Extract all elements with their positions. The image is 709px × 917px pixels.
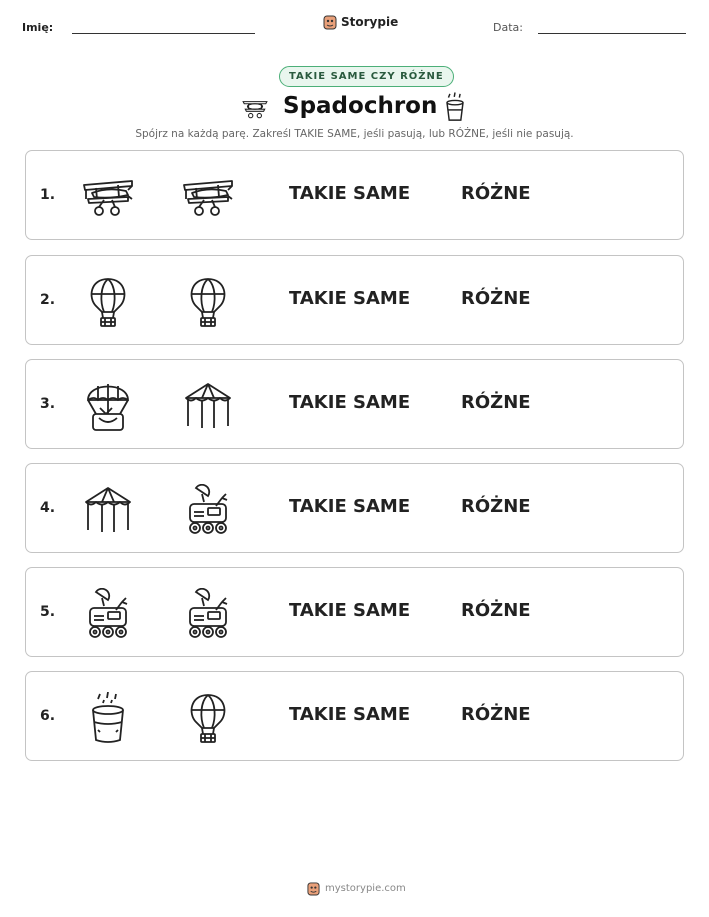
option-different[interactable]: RÓŻNE	[461, 496, 531, 517]
pair-row-3	[25, 359, 684, 449]
storypie-mascot-icon	[323, 14, 337, 30]
rover-icon	[182, 484, 234, 536]
brand-name: Storypie	[341, 15, 399, 29]
rover-icon	[182, 588, 234, 640]
pair-row-6	[25, 671, 684, 761]
row-number: 6.	[40, 708, 56, 724]
footer-url[interactable]: mystorypie.com	[325, 883, 406, 894]
biplane-icon	[239, 93, 271, 121]
bucket-icon	[82, 692, 134, 744]
option-same[interactable]: TAKIE SAME	[289, 704, 411, 725]
option-same[interactable]: TAKIE SAME	[289, 600, 411, 621]
option-different[interactable]: RÓŻNE	[461, 704, 531, 725]
row-number: 1.	[40, 187, 56, 203]
hot-air-balloon-icon	[182, 276, 234, 328]
date-line[interactable]	[538, 33, 686, 34]
option-different[interactable]: RÓŻNE	[461, 392, 531, 413]
option-same[interactable]: TAKIE SAME	[289, 496, 411, 517]
pair-row-2	[25, 255, 684, 345]
footer	[307, 881, 406, 896]
row-number: 2.	[40, 292, 56, 308]
rover-icon	[82, 588, 134, 640]
option-same[interactable]: TAKIE SAME	[289, 183, 411, 204]
date-label: Data:	[493, 21, 523, 34]
hot-air-balloon-icon	[82, 276, 134, 328]
worksheet-title: Spadochron	[283, 93, 438, 119]
instruction-text: Spójrz na każdą parę. Zakreśl TAKIE SAME, jeśli pasują, lub RÓŻNE, jeśli nie pasują.	[135, 128, 574, 140]
option-different[interactable]: RÓŻNE	[461, 288, 531, 309]
row-number: 4.	[40, 500, 56, 516]
option-different[interactable]: RÓŻNE	[461, 183, 531, 204]
worksheet-badge: TAKIE SAME CZY RÓŻNE	[279, 66, 454, 87]
storypie-mascot-icon	[307, 881, 320, 896]
biplane-icon	[82, 171, 134, 223]
name-line[interactable]	[72, 33, 255, 34]
row-number: 3.	[40, 396, 56, 412]
pair-row-5	[25, 567, 684, 657]
brand-logo	[323, 14, 398, 30]
bucket-icon	[444, 91, 466, 123]
parachute-icon	[82, 380, 134, 432]
name-label: Imię:	[22, 21, 54, 34]
biplane-icon	[182, 171, 234, 223]
option-different[interactable]: RÓŻNE	[461, 600, 531, 621]
pair-row-1	[25, 150, 684, 240]
hot-air-balloon-icon	[182, 692, 234, 744]
option-same[interactable]: TAKIE SAME	[289, 392, 411, 413]
row-number: 5.	[40, 604, 56, 620]
option-same[interactable]: TAKIE SAME	[289, 288, 411, 309]
pair-row-4	[25, 463, 684, 553]
canopy-tent-icon	[182, 380, 234, 432]
canopy-tent-icon	[82, 484, 134, 536]
